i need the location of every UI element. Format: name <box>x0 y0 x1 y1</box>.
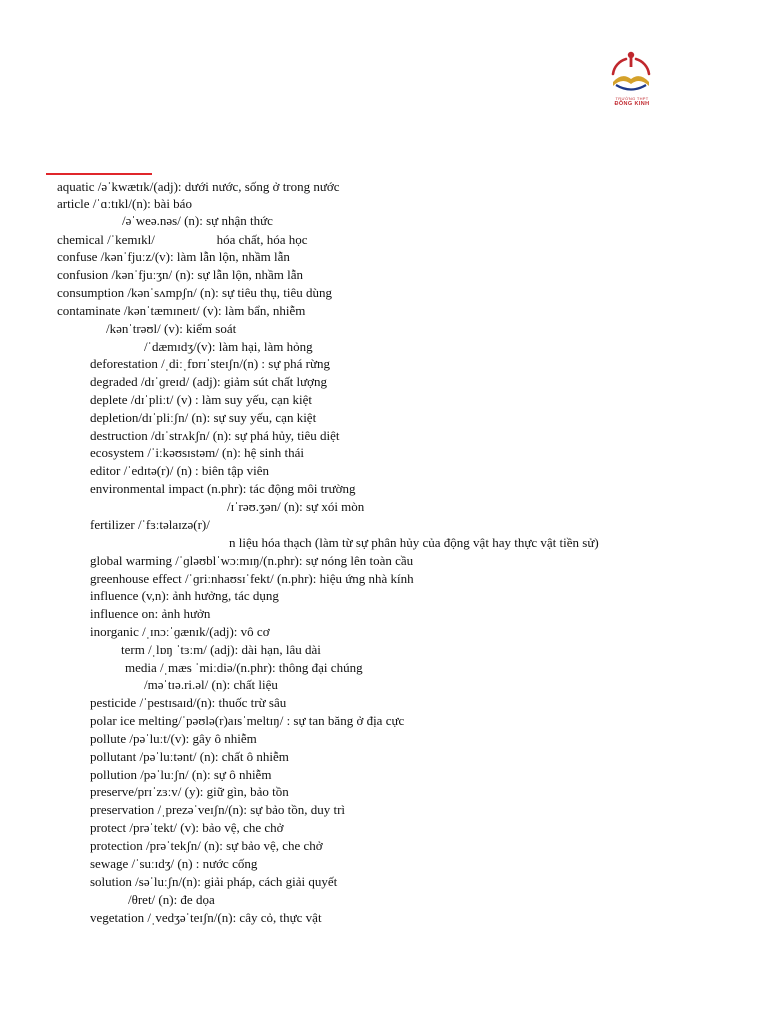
vocab-entry: term /ˌlɒŋ ˈtɜːm/ (adj): dài hạn, lâu dài <box>121 642 321 657</box>
vocab-entry: /kənˈtrəʊl/ (v): kiểm soát <box>106 321 237 336</box>
vocab-entry: chemical /ˈkemɪkl/ hóa chất, hóa học <box>57 232 308 247</box>
vocab-entry: influence (v,n): ảnh hưởng, tác dụng <box>90 588 279 603</box>
vocab-entry: preservation /ˌprezəˈveɪʃn/(n): sự bảo tồn, duy trì <box>90 802 346 817</box>
vocab-entry: editor /ˈedɪtə(r)/ (n) : biên tập viên <box>90 463 270 478</box>
vocab-entry: vegetation /ˌvedʒəˈteɪʃn/(n): cây cỏ, thực vật <box>90 910 322 925</box>
vocab-entry: /ˈdæmɪdʒ/(v): làm hại, làm hỏng <box>144 339 313 354</box>
vocab-entry: pesticide /ˈpestɪsaɪd/(n): thuốc trừ sâu <box>90 695 287 710</box>
vocab-entry: pollutant /pəˈluːtənt/ (n): chất ô nhiễm <box>90 749 289 764</box>
school-name: ĐÔNG KINH <box>614 101 650 107</box>
vocab-entry: aquatic /əˈkwætɪk/(adj): dưới nước, sống ở trong nước <box>57 179 340 194</box>
vocab-entry: depletion/dɪˈpliːʃn/ (n): sự suy yếu, cạn kiệt <box>90 410 317 425</box>
school-name-prefix: TRƯỜNG THPT <box>615 96 649 101</box>
vocab-entry: /θret/ (n): đe dọa <box>128 892 215 907</box>
vocab-entry: n liệu hóa thạch (làm từ sự phân hủy của động vật hay thực vật tiền sử) <box>229 535 599 550</box>
vocab-entry: /ɪˈrəʊ.ʒən/ (n): sự xói mòn <box>227 499 365 514</box>
vocab-entry: confusion /kənˈfjuːʒn/ (n): sự lẫn lộn, nhầm lẫn <box>57 267 304 282</box>
vocab-entry: contaminate /kənˈtæmɪneɪt/ (v): làm bẩn, nhiễm <box>57 303 306 318</box>
vocab-entry: environmental impact (n.phr): tác động môi trường <box>90 481 356 496</box>
vocab-entry: influence on: ảnh hưởn <box>90 606 211 621</box>
vocab-entry: /məˈtɪə.ri.əl/ (n): chất liệu <box>144 677 278 692</box>
vocab-entry: deforestation /ˌdiːˌfɒrɪˈsteɪʃn/(n) : sự phá rừng <box>90 356 331 371</box>
vocab-entry: pollution /pəˈluːʃn/ (n): sự ô nhiễm <box>90 767 272 782</box>
vocab-entry: protection /prəˈtekʃn/ (n): sự bảo vệ, che chở <box>90 838 323 853</box>
vocab-entry: deplete /dɪˈpliːt/ (v) : làm suy yếu, cạn kiệt <box>90 392 313 407</box>
vocab-entry: solution /səˈluːʃn/(n): giải pháp, cách giải quyết <box>90 874 338 889</box>
school-emblem-icon <box>606 50 656 98</box>
vocab-entry: /əˈweə.nəs/ (n): sự nhận thức <box>122 213 273 228</box>
vocab-entry: pollute /pəˈluːt/(v): gây ô nhiễm <box>90 731 257 746</box>
vocab-entry: global warming /ˈɡləʊblˈwɔːmɪŋ/(n.phr): sự nóng lên toàn cầu <box>90 553 414 568</box>
vocab-entry: polar ice melting/ˈpəʊlə(r)aɪsˈmeltɪŋ/ : sự tan băng ở địa cực <box>90 713 405 728</box>
vocab-entry: consumption /kənˈsʌmpʃn/ (n): sự tiêu thụ, tiêu dùng <box>57 285 332 300</box>
vocab-entry: media /ˌmæs ˈmiːdiə/(n.phr): thông đại chúng <box>125 660 363 675</box>
vocab-entry: preserve/prɪˈzɜːv/ (y): giữ gìn, bảo tồn <box>90 784 289 799</box>
vocab-entry: confuse /kənˈfjuːz/(v): làm lẫn lộn, nhầm lẫn <box>57 249 290 264</box>
vocab-entry: article /ˈɑːtɪkl/(n): bài báo <box>57 196 192 211</box>
vocab-entry: sewage /ˈsuːɪdʒ/ (n) : nước cống <box>90 856 258 871</box>
vocab-entry: destruction /dɪˈstrʌkʃn/ (n): sự phá hủy, tiêu diệt <box>90 428 340 443</box>
vocab-entry: greenhouse effect /ˈɡriːnhaʊsɪˈfekt/ (n.phr): hiệu ứng nhà kính <box>90 571 414 586</box>
vocab-entry: inorganic /ˌɪnɔːˈɡænɪk/(adj): vô cơ <box>90 624 270 639</box>
vocab-entry: degraded /dɪˈɡreɪd/ (adj): giảm sút chất lượng <box>90 374 328 389</box>
vocab-entry: protect /prəˈtekt/ (v): bảo vệ, che chở <box>90 820 284 835</box>
accent-rule <box>46 173 152 175</box>
vocab-entry: fertilizer /ˈfɜːtəlaɪzə(r)/ <box>90 517 210 532</box>
vocab-entry: ecosystem /ˈiːkəʊsɪstəm/ (n): hệ sinh thái <box>90 445 305 460</box>
